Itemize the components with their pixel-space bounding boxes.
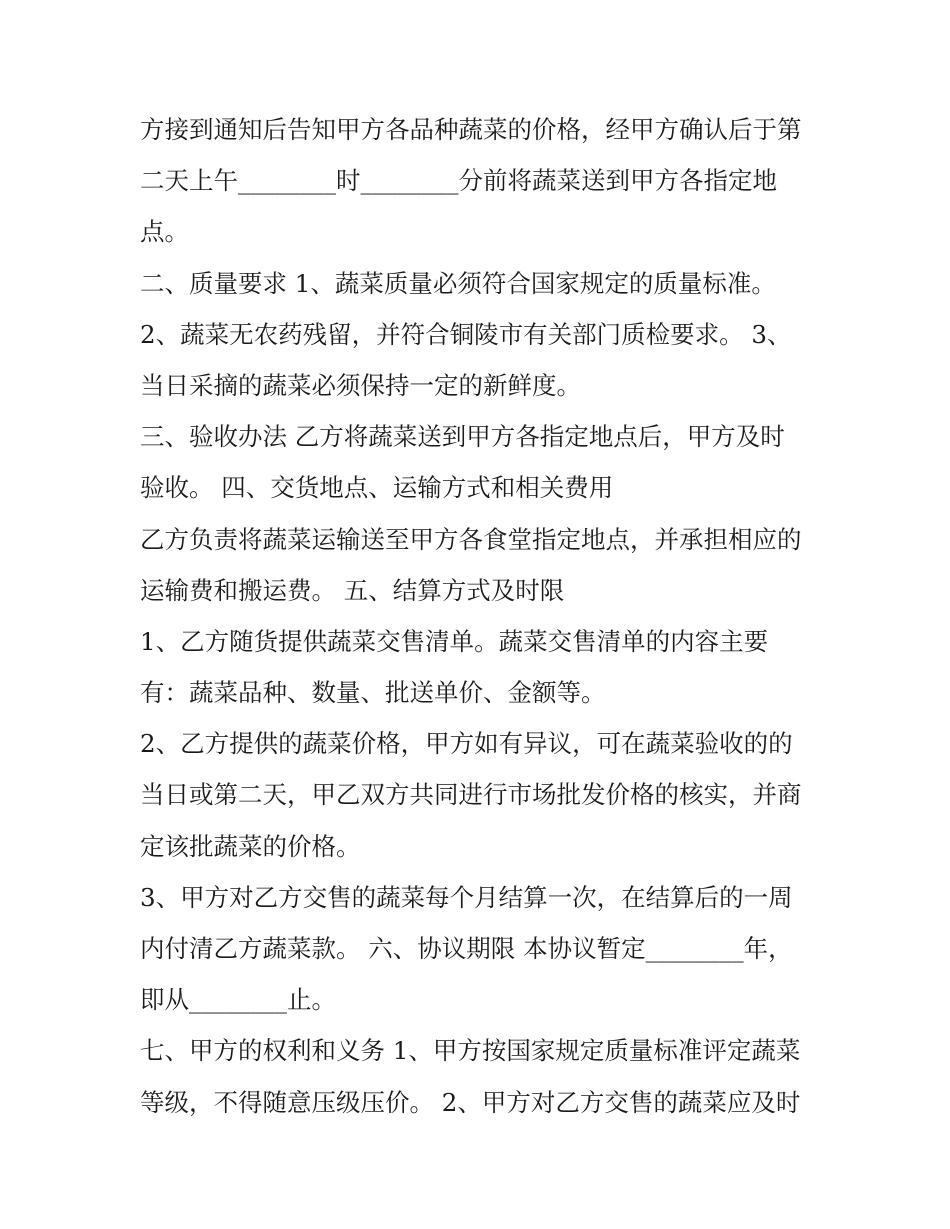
text-line: 3、甲方对乙方交售的蔬菜每个月结算一次，在结算后的一周 (140, 882, 793, 912)
contract-body-text (140, 104, 840, 1128)
text-line: 运输费和搬运费。 五、结算方式及时限 (140, 575, 565, 605)
text-line: 七、甲方的权利和义务 1、甲方按国家规定质量标准评定蔬菜 (140, 1036, 801, 1066)
text-line: 三、验收办法 乙方将蔬菜送到甲方各指定地点后，甲方及时 (140, 422, 785, 452)
text-line: 定该批蔬菜的价格。 (140, 831, 361, 861)
text-line: 2、蔬菜无农药残留，并符合铜陵市有关部门质检要求。 3、 (140, 319, 792, 349)
text-line: 即从________止。 (140, 985, 336, 1015)
text-line: 二天上午________时________分前将蔬菜送到甲方各指定地 (140, 166, 777, 196)
text-line: 方接到通知后告知甲方各品种蔬菜的价格，经甲方确认后于第 (140, 115, 802, 144)
text-line: 当日或第二天，甲乙双方共同进行市场批发价格的核实，并商 (140, 780, 802, 810)
text-line: 1、乙方随货提供蔬菜交售清单。蔬菜交售清单的内容主要 (140, 626, 769, 656)
text-line: 当日采摘的蔬菜必须保持一定的新鲜度。 (140, 370, 581, 400)
text-line: 2、乙方提供的蔬菜价格，甲方如有异议，可在蔬菜验收的的 (140, 729, 793, 759)
text-line: 内付清乙方蔬菜款。 六、协议期限 本协议暂定________年， (140, 934, 793, 963)
text-line: 等级，不得随意压级压价。 2、甲方对乙方交售的蔬菜应及时 (140, 1087, 801, 1117)
text-line: 有：蔬菜品种、数量、批送单价、金额等。 (140, 678, 606, 708)
text-line: 验收。 四、交货地点、运输方式和相关费用 (140, 473, 614, 503)
text-line: 乙方负责将蔬菜运输送至甲方各食堂指定地点，并承担相应的 (140, 524, 802, 554)
text-line: 二、质量要求 1、蔬菜质量必须符合国家规定的质量标准。 (140, 268, 776, 298)
text-line: 点。 (140, 217, 189, 247)
